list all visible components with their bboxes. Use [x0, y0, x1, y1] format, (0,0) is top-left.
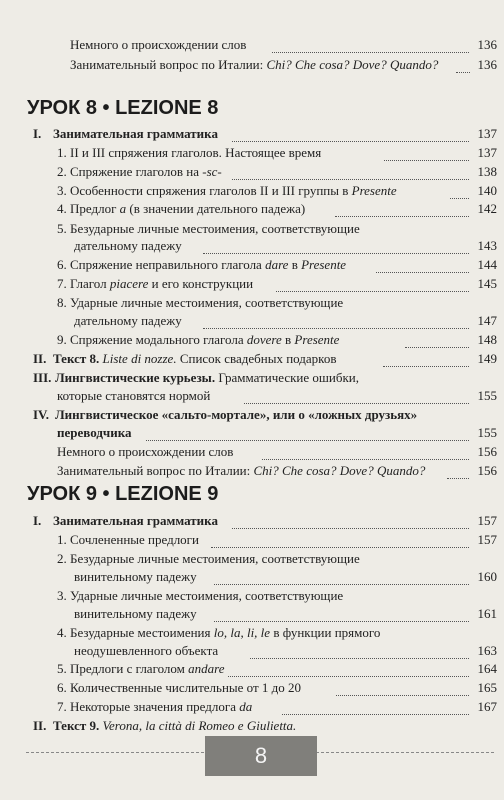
- toc-entry: 6. Количественные числительные от 1 до 20: [57, 680, 302, 695]
- page-ref: 157: [477, 532, 497, 547]
- dot-leader: [336, 680, 469, 696]
- dot-leader: [211, 532, 469, 548]
- page-ref: 148: [477, 332, 497, 347]
- toc-entry: [70, 37, 246, 52]
- page-ref: 145: [477, 276, 497, 291]
- toc-entry: Немного о происхождении слов: [57, 444, 234, 459]
- toc-entry: 3. Ударные личные местоимения, соответствующие: [57, 588, 344, 603]
- page-ref: 147: [477, 313, 497, 328]
- toc-section: II. Текст 9. Verona, la città di Romeo e Giulietta.: [33, 718, 297, 733]
- dot-leader: [447, 463, 469, 479]
- toc-entry: 8. Ударные личные местоимения, соответствующие: [57, 295, 344, 310]
- page-ref: 160: [477, 569, 497, 584]
- dot-leader: [383, 351, 469, 367]
- dot-leader: [244, 388, 469, 404]
- section-number: I.: [33, 126, 42, 141]
- toc-entry: 1. Сочлененные предлоги: [57, 532, 199, 547]
- toc-entry-continuation: дательному падежу: [74, 313, 182, 328]
- dot-leader: [262, 444, 469, 460]
- dot-leader: [335, 201, 469, 217]
- page-ref: 149: [477, 351, 497, 366]
- entry-text: Немного о происхождении слов: [70, 37, 247, 52]
- toc-entry: 7. Глагол piacere и его конструкции: [57, 276, 254, 291]
- toc-entry: 1. II и III спряжения глаголов. Настоящее время: [57, 145, 322, 160]
- toc-entry: 2. Спряжение глаголов на -sc-: [57, 164, 222, 179]
- toc-entry-continuation: переводчика: [57, 425, 132, 440]
- toc-section: [33, 126, 218, 141]
- page-ref: 155: [477, 425, 497, 440]
- dot-leader: [232, 126, 469, 142]
- entry-text-italic: Chi? Che cosa? Dove? Quando?: [266, 57, 439, 72]
- toc-section: IV. Лингвистическое «сальто-мортале», или о «ложных друзьях»: [33, 407, 418, 422]
- toc-entry-continuation: дательному падежу: [74, 238, 182, 253]
- lesson-heading: УРОК 8 • LEZIONE 8: [27, 97, 219, 119]
- toc-entry: 6. Спряжение неправильного глагола dare в Presente: [57, 257, 347, 272]
- page-ref: 137: [477, 126, 497, 141]
- page-ref: 156: [477, 463, 497, 478]
- dot-leader: [282, 699, 469, 715]
- lesson-heading: УРОК 9 • LEZIONE 9: [27, 483, 219, 505]
- dot-leader: [214, 569, 469, 585]
- dot-leader: [376, 257, 469, 273]
- toc-entry: 5. Безударные личные местоимения, соответствующие: [57, 221, 360, 236]
- page-ref: 136: [477, 37, 497, 52]
- dot-leader: [456, 57, 470, 73]
- page-ref: 165: [477, 680, 497, 695]
- dot-leader: [450, 183, 469, 199]
- page-ref: 144: [477, 257, 497, 272]
- page-ref: 136: [477, 57, 497, 72]
- dot-leader: [405, 332, 469, 348]
- toc-section: I. Занимательная грамматика: [33, 513, 218, 528]
- page-ref: 157: [477, 513, 497, 528]
- page-ref: 163: [477, 643, 497, 658]
- page-ref: 156: [477, 444, 497, 459]
- page-ref: 140: [477, 183, 497, 198]
- toc-entry-continuation: неодушевленного объекта: [74, 643, 219, 658]
- page-ref: 143: [477, 238, 497, 253]
- dot-leader: [272, 37, 469, 53]
- toc-entry: 9. Спряжение модального глагола dovere в Presente: [57, 332, 340, 347]
- page-number-badge: 8: [205, 736, 317, 776]
- dot-leader: [214, 606, 469, 622]
- toc-entry: 2. Безударные личные местоимения, соответствующие: [57, 551, 360, 566]
- toc-entry: Занимательный вопрос по Италии: Chi? Che cosa? Dove? Quando?: [57, 463, 426, 478]
- dot-leader: [384, 145, 469, 161]
- dot-leader: [276, 276, 469, 292]
- page-ref: 142: [477, 201, 497, 216]
- toc-entry: 7. Некоторые значения предлога da: [57, 699, 253, 714]
- entry-text: Занимательный вопрос по Италии:: [70, 57, 267, 72]
- toc-entry-continuation: винительному падежу: [74, 606, 197, 621]
- dot-leader: [250, 643, 469, 659]
- dot-leader: [228, 661, 469, 677]
- toc-entry-continuation: винительному падежу: [74, 569, 197, 584]
- toc-section: II. Текст 8. Liste di nozze. Список свадебных подарков: [33, 351, 337, 366]
- dot-leader: [203, 313, 469, 329]
- page-ref: 138: [477, 164, 497, 179]
- page-ref: 155: [477, 388, 497, 403]
- toc-entry: 4. Предлог a (в значении дательного падежа): [57, 201, 306, 216]
- toc-entry: [70, 57, 438, 72]
- toc-entry: 5. Предлоги с глаголом andare: [57, 661, 225, 676]
- toc-entry-continuation: которые становятся нормой: [57, 388, 211, 403]
- page-ref: 137: [477, 145, 497, 160]
- dot-leader: [146, 425, 469, 441]
- toc-section: III. Лингвистические курьезы. Грамматические ошибки,: [33, 370, 360, 385]
- dot-leader: [203, 238, 469, 254]
- toc-entry: 4. Безударные местоимения lo, la, li, le в функции прямого: [57, 625, 381, 640]
- page-ref: 167: [477, 699, 497, 714]
- section-title: Занимательная грамматика: [53, 126, 218, 141]
- dot-leader: [232, 164, 469, 180]
- dot-leader: [232, 513, 469, 529]
- toc-entry: 3. Особенности спряжения глаголов II и III группы в Presente: [57, 183, 397, 198]
- page-ref: 164: [477, 661, 497, 676]
- page-ref: 161: [477, 606, 497, 621]
